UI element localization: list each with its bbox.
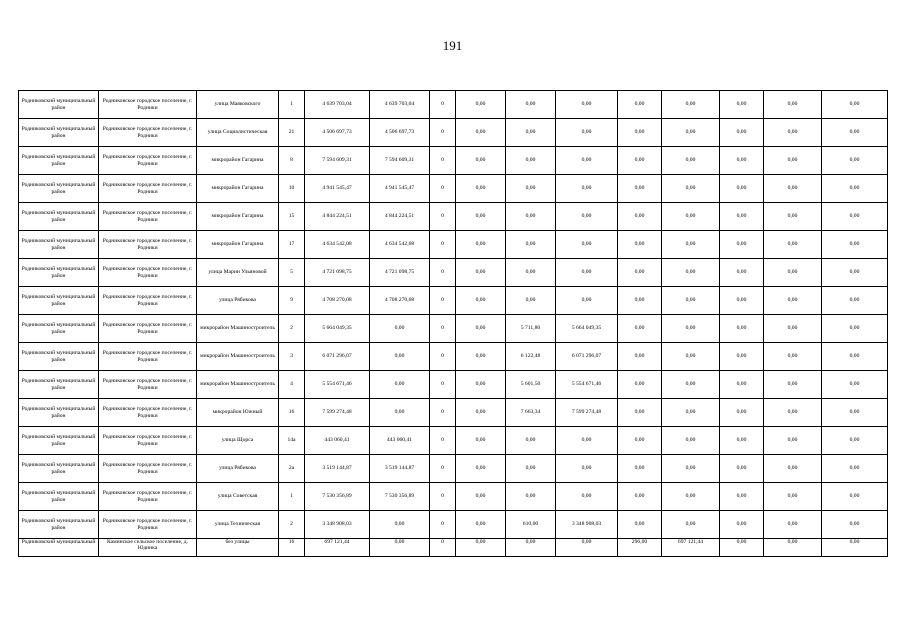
cell-house: 1 bbox=[279, 91, 305, 119]
table-row bbox=[19, 455, 888, 483]
cell-area-2: 0,00 bbox=[618, 455, 662, 483]
cell-district: Родниковский муниципальный район bbox=[19, 287, 99, 315]
cell-cost-a: 0,00 bbox=[370, 315, 430, 343]
cell-house: 16 bbox=[279, 539, 305, 557]
cell-settlement: Родниковское городское поселение, г. Родники bbox=[99, 203, 197, 231]
cell-cost-g: 0,00 bbox=[822, 287, 888, 315]
cell-count: 0 bbox=[430, 483, 456, 511]
cell-street: микрорайон Южный bbox=[197, 399, 279, 427]
cell-cost-a: 0,00 bbox=[370, 343, 430, 371]
cell-cost-e: 0,00 bbox=[720, 231, 764, 259]
cell-cost-e: 0,00 bbox=[720, 399, 764, 427]
cell-cost-d: 0,00 bbox=[662, 427, 720, 455]
cell-count: 0 bbox=[430, 511, 456, 539]
cell-cost-c: 0,00 bbox=[556, 455, 618, 483]
cell-count: 0 bbox=[430, 231, 456, 259]
cell-settlement: Родниковское городское поселение, г. Родники bbox=[99, 91, 197, 119]
cell-cost-d: 0,00 bbox=[662, 147, 720, 175]
cell-cost-a: 443 060,41 bbox=[370, 427, 430, 455]
page-number: 191 bbox=[442, 38, 463, 53]
table-row bbox=[19, 427, 888, 455]
cell-house: 21 bbox=[279, 119, 305, 147]
cell-house: 2 bbox=[279, 315, 305, 343]
cell-area: 0,00 bbox=[506, 175, 556, 203]
cell-district: Родниковский муниципальный район bbox=[19, 147, 99, 175]
cell-area-2: 0,00 bbox=[618, 399, 662, 427]
cell-cost-g: 0,00 bbox=[822, 427, 888, 455]
cell-cost-f: 0,00 bbox=[764, 343, 822, 371]
cell-count: 0 bbox=[430, 455, 456, 483]
cell-area: 0,00 bbox=[506, 203, 556, 231]
cell-count: 0 bbox=[430, 539, 456, 557]
cell-cost-e: 0,00 bbox=[720, 315, 764, 343]
table-row bbox=[19, 119, 888, 147]
cell-cost-d: 0,00 bbox=[662, 343, 720, 371]
cell-cost-f: 0,00 bbox=[764, 315, 822, 343]
cell-cost-c: 0,00 bbox=[556, 287, 618, 315]
cell-count: 0 bbox=[430, 343, 456, 371]
cell-cost-f: 0,00 bbox=[764, 539, 822, 557]
cell-cost-c: 3 348 908,03 bbox=[556, 511, 618, 539]
cell-area: 0,00 bbox=[506, 147, 556, 175]
cell-cost-g: 0,00 bbox=[822, 483, 888, 511]
cell-area: 0,00 bbox=[506, 119, 556, 147]
cell-cost-g: 0,00 bbox=[822, 119, 888, 147]
cell-cost-b: 0,00 bbox=[456, 203, 506, 231]
cell-cost-a: 0,00 bbox=[370, 539, 430, 557]
cell-total-cost: 5 664 049,35 bbox=[305, 315, 370, 343]
cell-count: 0 bbox=[430, 91, 456, 119]
cell-house: 4 bbox=[279, 371, 305, 399]
cell-street: улица Социалистическая bbox=[197, 119, 279, 147]
cell-street: улица Рябикова bbox=[197, 287, 279, 315]
cell-house: 9 bbox=[279, 287, 305, 315]
cell-area-2: 296,00 bbox=[618, 539, 662, 557]
cell-total-cost: 4 721 098,75 bbox=[305, 259, 370, 287]
cell-area-2: 0,00 bbox=[618, 119, 662, 147]
cell-cost-g: 0,00 bbox=[822, 371, 888, 399]
cell-settlement: Родниковское городское поселение, г. Родники bbox=[99, 175, 197, 203]
cell-total-cost: 4 844 224,51 bbox=[305, 203, 370, 231]
cell-cost-g: 0,00 bbox=[822, 147, 888, 175]
cell-house: 15 bbox=[279, 203, 305, 231]
cell-cost-d: 0,00 bbox=[662, 511, 720, 539]
cell-cost-e: 0,00 bbox=[720, 119, 764, 147]
cell-street: микрорайон Гагарина bbox=[197, 231, 279, 259]
cell-cost-d: 0,00 bbox=[662, 455, 720, 483]
cell-area: 0,00 bbox=[506, 483, 556, 511]
cell-cost-f: 0,00 bbox=[764, 91, 822, 119]
cell-cost-e: 0,00 bbox=[720, 203, 764, 231]
cell-house: 2 bbox=[279, 511, 305, 539]
cell-cost-c: 6 071 296,07 bbox=[556, 343, 618, 371]
cell-total-cost: 7 594 609,31 bbox=[305, 147, 370, 175]
cell-cost-e: 0,00 bbox=[720, 455, 764, 483]
cell-total-cost: 3 519 144,87 bbox=[305, 455, 370, 483]
cell-cost-d: 0,00 bbox=[662, 231, 720, 259]
cell-cost-g: 0,00 bbox=[822, 203, 888, 231]
cell-cost-b: 0,00 bbox=[456, 231, 506, 259]
cell-total-cost: 4 634 542,08 bbox=[305, 231, 370, 259]
table-row bbox=[19, 147, 888, 175]
table-row bbox=[19, 539, 888, 557]
cell-cost-b: 0,00 bbox=[456, 511, 506, 539]
cell-cost-e: 0,00 bbox=[720, 343, 764, 371]
cell-street: микрорайон Машиностроитель bbox=[197, 371, 279, 399]
table-row bbox=[19, 175, 888, 203]
cell-cost-c: 7 599 274,48 bbox=[556, 399, 618, 427]
cell-street: улица Рябикова bbox=[197, 455, 279, 483]
cell-area-2: 0,00 bbox=[618, 175, 662, 203]
cell-total-cost: 4 708 270,08 bbox=[305, 287, 370, 315]
cell-district: Родниковский муниципальный район bbox=[19, 259, 99, 287]
cell-cost-f: 0,00 bbox=[764, 287, 822, 315]
cell-area-2: 0,00 bbox=[618, 203, 662, 231]
cell-cost-g: 0,00 bbox=[822, 315, 888, 343]
cell-area: 610,00 bbox=[506, 511, 556, 539]
cell-cost-f: 0,00 bbox=[764, 231, 822, 259]
cell-count: 0 bbox=[430, 315, 456, 343]
cell-cost-e: 0,00 bbox=[720, 147, 764, 175]
cell-cost-c: 0,00 bbox=[556, 91, 618, 119]
cell-district: Родниковский муниципальный район bbox=[19, 231, 99, 259]
cell-cost-f: 0,00 bbox=[764, 175, 822, 203]
cell-cost-d: 0,00 bbox=[662, 91, 720, 119]
cell-house: 16 bbox=[279, 399, 305, 427]
cell-settlement: Родниковское городское поселение, г. Родники bbox=[99, 259, 197, 287]
cell-cost-a: 7 530 356,89 bbox=[370, 483, 430, 511]
cell-count: 0 bbox=[430, 427, 456, 455]
cell-cost-f: 0,00 bbox=[764, 119, 822, 147]
cell-cost-c: 0,00 bbox=[556, 175, 618, 203]
cell-area: 0,00 bbox=[506, 91, 556, 119]
cell-cost-c: 0,00 bbox=[556, 259, 618, 287]
cell-cost-b: 0,00 bbox=[456, 427, 506, 455]
cell-area-2: 0,00 bbox=[618, 147, 662, 175]
cell-cost-d: 0,00 bbox=[662, 203, 720, 231]
cell-area: 0,00 bbox=[506, 455, 556, 483]
cell-cost-e: 0,00 bbox=[720, 427, 764, 455]
cell-cost-b: 0,00 bbox=[456, 399, 506, 427]
cell-cost-d: 0,00 bbox=[662, 315, 720, 343]
cell-total-cost: 7 599 274,48 bbox=[305, 399, 370, 427]
cell-cost-c: 5 664 049,35 bbox=[556, 315, 618, 343]
cell-total-cost: 5 554 671,46 bbox=[305, 371, 370, 399]
cell-total-cost: 697 121,44 bbox=[305, 539, 370, 557]
cell-street: улица Техническая bbox=[197, 511, 279, 539]
cell-count: 0 bbox=[430, 371, 456, 399]
cell-count: 0 bbox=[430, 147, 456, 175]
cell-street: микрорайон Гагарина bbox=[197, 175, 279, 203]
cell-count: 0 bbox=[430, 119, 456, 147]
cell-cost-c: 0,00 bbox=[556, 147, 618, 175]
cell-cost-b: 0,00 bbox=[456, 483, 506, 511]
cell-area-2: 0,00 bbox=[618, 91, 662, 119]
cell-house: 17 bbox=[279, 231, 305, 259]
table-row bbox=[19, 91, 888, 119]
cell-cost-e: 0,00 bbox=[720, 371, 764, 399]
cell-cost-c: 0,00 bbox=[556, 231, 618, 259]
cell-settlement: Родниковское городское поселение, г. Родники bbox=[99, 343, 197, 371]
cell-cost-d: 0,00 bbox=[662, 175, 720, 203]
cell-house: 2а bbox=[279, 455, 305, 483]
cell-cost-f: 0,00 bbox=[764, 455, 822, 483]
cell-cost-a: 0,00 bbox=[370, 371, 430, 399]
cell-street: микрорайон Машиностроитель bbox=[197, 343, 279, 371]
cell-cost-f: 0,00 bbox=[764, 371, 822, 399]
cell-area: 0,00 bbox=[506, 231, 556, 259]
cell-street: без улицы bbox=[197, 539, 279, 557]
cell-district: Родниковский муниципальный район bbox=[19, 427, 99, 455]
cell-cost-c: 0,00 bbox=[556, 119, 618, 147]
cell-cost-e: 0,00 bbox=[720, 539, 764, 557]
cell-district: Родниковский муниципальный район bbox=[19, 315, 99, 343]
table-row bbox=[19, 511, 888, 539]
cell-cost-e: 0,00 bbox=[720, 91, 764, 119]
cell-cost-d: 0,00 bbox=[662, 399, 720, 427]
cell-cost-a: 7 594 609,31 bbox=[370, 147, 430, 175]
cell-area-2: 0,00 bbox=[618, 231, 662, 259]
cell-settlement: Родниковское городское поселение, г. Родники bbox=[99, 119, 197, 147]
cell-settlement: Родниковское городское поселение, г. Родники bbox=[99, 231, 197, 259]
cell-district: Родниковский муниципальный район bbox=[19, 455, 99, 483]
cell-cost-g: 0,00 bbox=[822, 539, 888, 557]
cell-district: Родниковский муниципальный район bbox=[19, 483, 99, 511]
cell-cost-f: 0,00 bbox=[764, 203, 822, 231]
table-row bbox=[19, 371, 888, 399]
cell-cost-g: 0,00 bbox=[822, 231, 888, 259]
cell-street: микрорайон Гагарина bbox=[197, 147, 279, 175]
cell-cost-d: 697 121,44 bbox=[662, 539, 720, 557]
cell-cost-g: 0,00 bbox=[822, 343, 888, 371]
table-row bbox=[19, 315, 888, 343]
cell-total-cost: 7 530 356,89 bbox=[305, 483, 370, 511]
cell-cost-c: 0,00 bbox=[556, 539, 618, 557]
cell-cost-a: 4 941 545,47 bbox=[370, 175, 430, 203]
cell-settlement: Родниковское городское поселение, г. Родники bbox=[99, 427, 197, 455]
cell-total-cost: 3 348 908,03 bbox=[305, 511, 370, 539]
cell-area: 5 711,80 bbox=[506, 315, 556, 343]
cell-count: 0 bbox=[430, 175, 456, 203]
cell-total-cost: 443 060,41 bbox=[305, 427, 370, 455]
cell-cost-e: 0,00 bbox=[720, 259, 764, 287]
cell-cost-a: 4 506 697,73 bbox=[370, 119, 430, 147]
cell-cost-b: 0,00 bbox=[456, 455, 506, 483]
cell-area: 0,00 bbox=[506, 259, 556, 287]
cell-cost-a: 4 844 224,51 bbox=[370, 203, 430, 231]
table-row bbox=[19, 399, 888, 427]
cell-cost-b: 0,00 bbox=[456, 539, 506, 557]
cell-district: Родниковский муниципальный район bbox=[19, 175, 99, 203]
cell-area-2: 0,00 bbox=[618, 343, 662, 371]
cell-cost-b: 0,00 bbox=[456, 259, 506, 287]
cell-settlement: Родниковское городское поселение, г. Родники bbox=[99, 371, 197, 399]
cell-cost-b: 0,00 bbox=[456, 287, 506, 315]
cell-house: 8 bbox=[279, 147, 305, 175]
cell-street: улица Маяковского bbox=[197, 91, 279, 119]
cell-settlement: Каминское сельское поселение, д. Юдинка bbox=[99, 539, 197, 557]
cell-street: улица Марии Ульяновой bbox=[197, 259, 279, 287]
cell-house: 10 bbox=[279, 175, 305, 203]
cell-cost-b: 0,00 bbox=[456, 315, 506, 343]
cell-house: 5 bbox=[279, 259, 305, 287]
cell-cost-f: 0,00 bbox=[764, 259, 822, 287]
cell-cost-d: 0,00 bbox=[662, 119, 720, 147]
cell-cost-d: 0,00 bbox=[662, 287, 720, 315]
cell-settlement: Родниковское городское поселение, г. Родники bbox=[99, 511, 197, 539]
cell-cost-b: 0,00 bbox=[456, 371, 506, 399]
cell-cost-e: 0,00 bbox=[720, 511, 764, 539]
cell-district: Родниковский муниципальный район bbox=[19, 399, 99, 427]
cell-district: Родниковский муниципальный район bbox=[19, 511, 99, 539]
table-row bbox=[19, 231, 888, 259]
cell-cost-g: 0,00 bbox=[822, 511, 888, 539]
cell-cost-f: 0,00 bbox=[764, 147, 822, 175]
cell-cost-f: 0,00 bbox=[764, 483, 822, 511]
cell-settlement: Родниковское городское поселение, г. Родники bbox=[99, 315, 197, 343]
cell-count: 0 bbox=[430, 203, 456, 231]
cell-district: Родниковский муниципальный район bbox=[19, 343, 99, 371]
cell-cost-b: 0,00 bbox=[456, 119, 506, 147]
cell-settlement: Родниковское городское поселение, г. Родники bbox=[99, 483, 197, 511]
cell-area: 0,00 bbox=[506, 539, 556, 557]
cell-cost-e: 0,00 bbox=[720, 483, 764, 511]
table-row bbox=[19, 203, 888, 231]
cell-cost-e: 0,00 bbox=[720, 287, 764, 315]
cell-cost-g: 0,00 bbox=[822, 455, 888, 483]
cell-cost-d: 0,00 bbox=[662, 371, 720, 399]
cell-cost-a: 4 708 270,08 bbox=[370, 287, 430, 315]
table-row bbox=[19, 483, 888, 511]
cell-count: 0 bbox=[430, 399, 456, 427]
cell-cost-a: 3 519 144,87 bbox=[370, 455, 430, 483]
cell-area-2: 0,00 bbox=[618, 259, 662, 287]
cell-total-cost: 4 639 703,04 bbox=[305, 91, 370, 119]
cell-cost-g: 0,00 bbox=[822, 399, 888, 427]
table-row bbox=[19, 259, 888, 287]
cell-cost-a: 4 721 098,75 bbox=[370, 259, 430, 287]
cell-street: микрорайон Гагарина bbox=[197, 203, 279, 231]
cell-cost-f: 0,00 bbox=[764, 511, 822, 539]
cell-area-2: 0,00 bbox=[618, 315, 662, 343]
cell-cost-c: 0,00 bbox=[556, 427, 618, 455]
cell-cost-e: 0,00 bbox=[720, 175, 764, 203]
table-row bbox=[19, 343, 888, 371]
cell-cost-f: 0,00 bbox=[764, 399, 822, 427]
cell-cost-b: 0,00 bbox=[456, 91, 506, 119]
cell-house: 3 bbox=[279, 343, 305, 371]
cell-cost-a: 0,00 bbox=[370, 511, 430, 539]
cell-count: 0 bbox=[430, 259, 456, 287]
cell-district: Родниковский муниципальный район bbox=[19, 371, 99, 399]
cell-area-2: 0,00 bbox=[618, 511, 662, 539]
cell-house: 14а bbox=[279, 427, 305, 455]
cell-area: 0,00 bbox=[506, 287, 556, 315]
cell-area: 6 122,48 bbox=[506, 343, 556, 371]
data-table bbox=[18, 90, 888, 557]
cell-total-cost: 4 941 545,47 bbox=[305, 175, 370, 203]
cell-area-2: 0,00 bbox=[618, 427, 662, 455]
cell-count: 0 bbox=[430, 287, 456, 315]
cell-settlement: Родниковское городское поселение, г. Родники bbox=[99, 147, 197, 175]
cell-cost-a: 4 639 703,04 bbox=[370, 91, 430, 119]
cell-street: микрорайон Машиностроитель bbox=[197, 315, 279, 343]
cell-total-cost: 4 506 697,73 bbox=[305, 119, 370, 147]
cell-cost-f: 0,00 bbox=[764, 427, 822, 455]
cell-cost-d: 0,00 bbox=[662, 483, 720, 511]
cell-house: 1 bbox=[279, 483, 305, 511]
cell-cost-b: 0,00 bbox=[456, 175, 506, 203]
cell-cost-a: 0,00 bbox=[370, 399, 430, 427]
cell-district: Родниковский муниципальный район bbox=[19, 119, 99, 147]
cell-area-2: 0,00 bbox=[618, 371, 662, 399]
cell-total-cost: 6 071 296,07 bbox=[305, 343, 370, 371]
cell-settlement: Родниковское городское поселение, г. Родники bbox=[99, 399, 197, 427]
cell-area: 0,00 bbox=[506, 427, 556, 455]
cell-cost-a: 4 634 542,08 bbox=[370, 231, 430, 259]
cell-settlement: Родниковское городское поселение, г. Родники bbox=[99, 455, 197, 483]
cell-cost-d: 0,00 bbox=[662, 259, 720, 287]
cell-street: улица Советская bbox=[197, 483, 279, 511]
cell-street: улица Щорса bbox=[197, 427, 279, 455]
cell-cost-b: 0,00 bbox=[456, 147, 506, 175]
cell-cost-c: 0,00 bbox=[556, 203, 618, 231]
table-row bbox=[19, 287, 888, 315]
cell-district: Родниковский муниципальный bbox=[19, 539, 99, 557]
cell-cost-c: 0,00 bbox=[556, 483, 618, 511]
cell-district: Родниковский муниципальный район bbox=[19, 203, 99, 231]
cell-area-2: 0,00 bbox=[618, 287, 662, 315]
cell-area: 7 663,34 bbox=[506, 399, 556, 427]
cell-area-2: 0,00 bbox=[618, 483, 662, 511]
cell-district: Родниковский муниципальный район bbox=[19, 91, 99, 119]
cell-cost-b: 0,00 bbox=[456, 343, 506, 371]
cell-cost-c: 5 554 671,46 bbox=[556, 371, 618, 399]
cell-cost-g: 0,00 bbox=[822, 259, 888, 287]
cell-area: 5 601,50 bbox=[506, 371, 556, 399]
cell-cost-g: 0,00 bbox=[822, 175, 888, 203]
cell-settlement: Родниковское городское поселение, г. Родники bbox=[99, 287, 197, 315]
cell-cost-g: 0,00 bbox=[822, 91, 888, 119]
